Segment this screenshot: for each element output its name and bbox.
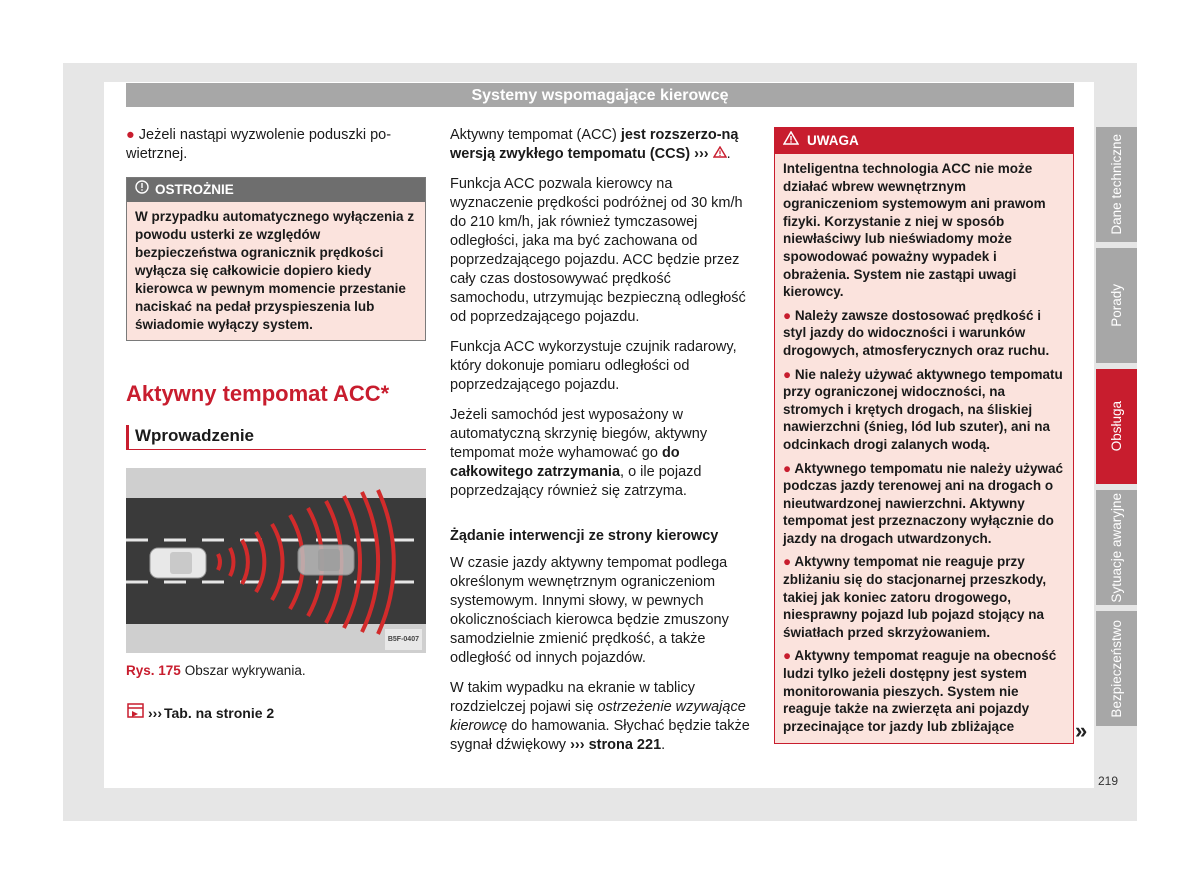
- column-2: [450, 126, 750, 766]
- p1-bold: jest rozszerzo-ną wersją zwykłego tempomatu (CCS) ›››: [450, 127, 739, 162]
- attention-item-text: Aktywny tempomat nie reaguje przy zbliżaniu się do stacjonarnej przeszkody, takiej jak koniec zatoru drogowego, niesprawny pojazd lub pojazd stojący na światłach przed skrzyżowaniem.: [783, 554, 1047, 640]
- bullet-dot: ●: [126, 127, 135, 143]
- paragraph-5: W czasie jazdy aktywny tempomat podlega określonym wewnętrznym ograniczeniom systemowym. Innymi słowy, w pewnych okolicznościach kierowca będzie zmuszony samodzielnie zmienić prędkość, a także odległość od innych pojazdów.: [450, 555, 729, 666]
- subheading-driver-intervention: Żądanie interwencji ze strony kierowcy: [450, 528, 719, 544]
- paragraph-4: [450, 406, 750, 501]
- attention-item: [783, 647, 1065, 735]
- warning-triangle-icon: [783, 128, 799, 154]
- figure-caption-text: Obszar wykrywania.: [184, 663, 306, 678]
- side-tab-porady[interactable]: [1096, 248, 1137, 363]
- side-tab-label: Porady: [1109, 284, 1124, 327]
- figure-detection-area: [126, 468, 426, 653]
- figure-caption: [126, 661, 426, 680]
- attention-item: [783, 553, 1065, 641]
- paragraph-1: [450, 126, 750, 164]
- attention-item-text: Należy zawsze dostosować prędkość i styl jazdy do widoczności i warunków drogowych, atmosferycznych oraz ruchu.: [783, 307, 1050, 358]
- page-reference-link[interactable]: ››› strona 221: [570, 737, 662, 753]
- attention-box: [774, 127, 1074, 744]
- bullet-text: Jeżeli nastąpi wyzwolenie poduszki po-wietrznej.: [126, 127, 392, 162]
- paragraph-3: Funkcja ACC wykorzystuje czujnik radarowy, który dokonuje pomiaru odległości od poprzedzającego pojazdu.: [450, 339, 737, 393]
- caution-box: [126, 177, 426, 341]
- p6-italic: ostrzeżenie wzywające kierowcę: [450, 699, 746, 734]
- p4-end: , o ile pojazd poprzedzający również się zatrzyma.: [450, 464, 702, 499]
- table-reference[interactable]: [126, 702, 426, 725]
- p4-bold: do całkowitego zatrzymania: [450, 445, 680, 480]
- section-title: Aktywny tempomat ACC*: [126, 381, 390, 406]
- side-tab-obsluga[interactable]: [1096, 369, 1137, 484]
- paragraph-2: Funkcja ACC pozwala kierowcy na wyznaczenie prędkości podróżnej od 30 km/h do 210 km/h, jak również tymczasowej odległości, jaka ma być zachowana od poprzedzającego pojazdu. ACC będzie przez cały czas dostosowywać prędkość samochodu, utrzymując bezpieczną odległość od poprzedzającego pojazdu.: [450, 176, 746, 325]
- attention-item-text: Aktywnego tempomatu nie należy używać podczas jazdy terenowej ani na drogach o nieutwardzonej nawierzchni. Aktywny tempomat jest przeznaczony wyłącznie do jazdy na drogach utwardzonych.: [783, 460, 1063, 546]
- info-circle-icon: [135, 178, 149, 202]
- attention-intro: Inteligentna technologia ACC nie może działać wbrew wewnętrznym ograniczeniom systemowym ani prawom fizyki. Korzystanie z niej w sposób niewłaściwy lub nieświadomy może spowodować poważny wypadek i obrażenia. System nie zastąpi uwagi kierowcy.: [783, 161, 1046, 300]
- caution-text: W przypadku automatycznego wyłączenia z powodu usterki ze względów bezpieczeństwa ogranicznik prędkości wyłącza się całkowicie dopiero kiedy kierowca w pewnym momencie przestanie naciskać na pedał przyspieszenia lub świadomie wyłączy system.: [135, 209, 415, 332]
- side-tab-label: Sytuacje awaryjne: [1109, 492, 1124, 603]
- road-radar-illustration: [126, 468, 426, 653]
- caution-label: OSTROŻNIE: [155, 182, 234, 197]
- paragraph-6: [450, 679, 750, 755]
- attention-item-text: Nie należy używać aktywnego tempomatu przy ograniczonej widoczności, na stromych i krętych drogach, na śliskiej nawierzchni (śnieg, lód lub szuter), ani na odcinkach drogi zalanych wodą.: [783, 366, 1063, 452]
- attention-item: [783, 460, 1065, 548]
- p4-text: Jeżeli samochód jest wyposażony w automatyczną skrzynię biegów, aktywny tempomat może wyhamować go: [450, 407, 708, 461]
- side-tab-dane-techniczne[interactable]: [1096, 127, 1137, 242]
- figure-code: B5F-0407: [385, 629, 422, 650]
- reference-arrows: ›››: [148, 705, 162, 721]
- attention-header: [775, 128, 1073, 154]
- p6-mid: do hamowania. Słychać będzie także sygnał dźwiękowy: [450, 718, 750, 753]
- p6-text: W takim wypadku na ekranie w tablicy rozdzielczej pojawi się: [450, 680, 695, 715]
- bullet-dot: ●: [783, 554, 792, 570]
- page-number: 219: [1098, 774, 1119, 788]
- side-tab-label: Obsługa: [1109, 401, 1124, 452]
- attention-label: UWAGA: [807, 133, 859, 148]
- column-1: [126, 126, 426, 725]
- side-tab-sytuacje-awaryjne[interactable]: [1096, 490, 1137, 605]
- chapter-header: Systemy wspomagające kierowcę: [126, 83, 1074, 107]
- p6-end: .: [661, 737, 666, 753]
- attention-item: [783, 366, 1065, 454]
- bullet-dot: ●: [783, 460, 792, 476]
- bullet-dot: ●: [783, 307, 792, 323]
- attention-item-text: Aktywny tempomat reaguje na obecność ludzi tylko jeżeli dostępny jest system monitorowania pieszych. System nie reaguje także na zwierzęta ani pojazdy przecinające tor jazdy lub zbliżające: [783, 648, 1057, 734]
- attention-item: [783, 307, 1065, 360]
- side-tab-label: Dane techniczne: [1109, 134, 1124, 235]
- side-tab-label: Bezpieczeństwo: [1109, 619, 1124, 718]
- warning-triangle-small-icon: [713, 146, 727, 162]
- figure-number: Rys. 175: [126, 663, 181, 678]
- reference-text: Tab. na stronie 2: [164, 705, 275, 721]
- bullet-paragraph: [126, 126, 426, 164]
- caution-header: [127, 178, 425, 202]
- subsection-title: Wprowadzenie: [126, 425, 426, 450]
- p1-end: .: [726, 146, 731, 162]
- continue-marker: »: [1075, 718, 1088, 743]
- bullet-dot: ●: [783, 366, 792, 382]
- table-book-icon: [126, 702, 146, 725]
- side-tab-bezpieczenstwo[interactable]: [1096, 611, 1137, 726]
- attention-body: [775, 154, 1073, 747]
- bullet-dot: ●: [783, 648, 792, 664]
- p1-text: Aktywny tempomat (ACC): [450, 127, 621, 143]
